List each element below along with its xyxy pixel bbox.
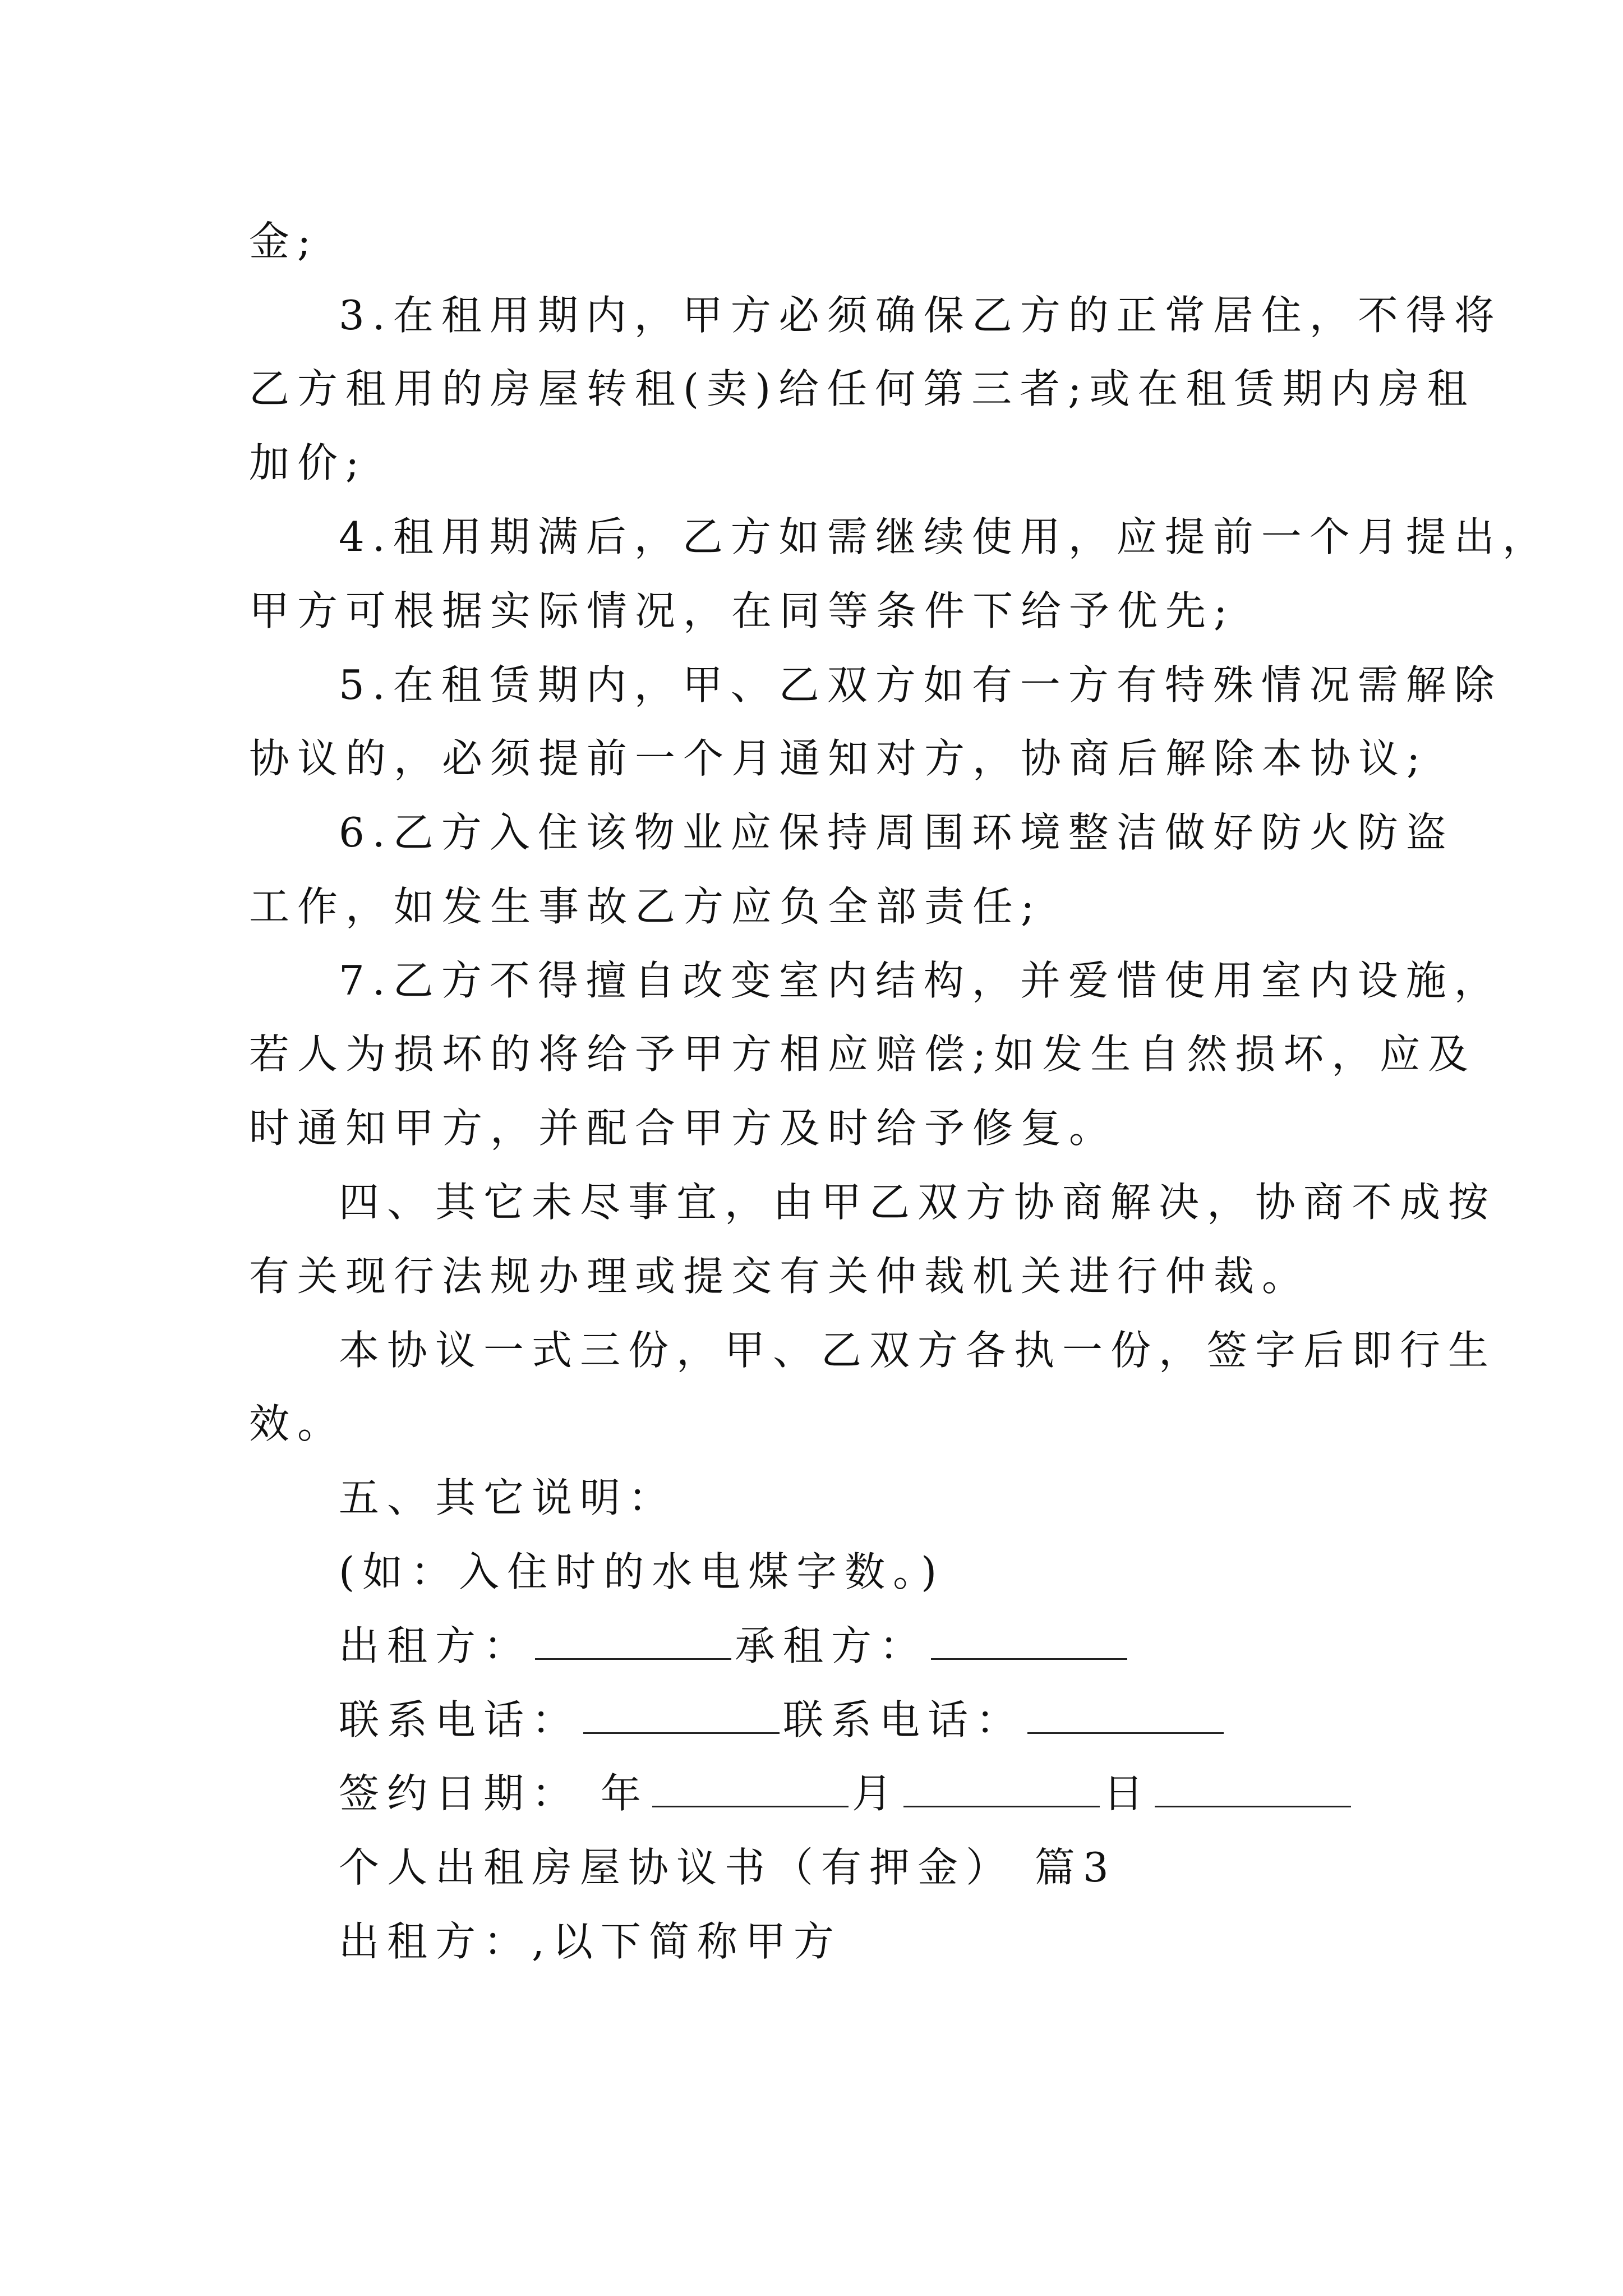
next-section-title: 个人出租房屋协议书（有押金） 篇3 (339, 1844, 1117, 1891)
signature-row-parties (339, 1618, 1131, 1674)
text-line: 若人为损坏的将给予甲方相应赔偿;如发生自然损坏，应及 (249, 1030, 1477, 1078)
lessee-label: 承租方： (735, 1622, 928, 1669)
day-label: 日 (1103, 1770, 1151, 1817)
date-label: 签约日期： (339, 1770, 580, 1817)
text-line: 7.乙方不得擅自改变室内结构，并爱惜使用室内设施， (339, 957, 1502, 1004)
phone-label: 联系电话： (339, 1696, 580, 1743)
year-label: 年 (600, 1770, 649, 1817)
text-line: 四、其它未尽事宜，由甲乙双方协商解决，协商不成按 (339, 1179, 1497, 1226)
lessor-label: 出租方： (339, 1622, 532, 1669)
signature-row-phones (339, 1692, 1227, 1748)
month-blank (903, 1770, 1100, 1807)
phone-label: 联系电话： (783, 1696, 1025, 1743)
text-line: 6.乙方入住该物业应保持周围环境整洁做好防火防盗 (339, 809, 1454, 856)
text-line: 有关现行法规办理或提交有关仲裁机关进行仲裁。 (249, 1253, 1311, 1300)
text-line: 加价; (249, 439, 367, 486)
text-line: 3.在租用期内，甲方必须确保乙方的正常居住，不得将 (339, 292, 1502, 339)
text-line: 工作，如发生事故乙方应负全部责任; (249, 883, 1043, 930)
month-label: 月 (851, 1770, 900, 1817)
phone-blank (583, 1696, 780, 1734)
text-line: 本协议一式三份，甲、乙双方各执一份，签字后即行生 (339, 1327, 1497, 1374)
text-line: 乙方租用的房屋转租(卖)给任何第三者;或在租赁期内房租 (249, 365, 1476, 412)
text-line: 出租方：,以下简称甲方 (339, 1918, 842, 1965)
text-line: 金; (249, 218, 319, 265)
signature-row-date (339, 1765, 1354, 1821)
text-line: 甲方可根据实际情况，在同等条件下给予优先; (249, 587, 1235, 634)
text-line: 时通知甲方，并配合甲方及时给予修复。 (249, 1105, 1118, 1152)
text-line: 效。 (249, 1400, 346, 1447)
day-blank (1155, 1770, 1351, 1807)
text-line: (如：入住时的水电煤字数。) (339, 1548, 945, 1595)
text-line: 5.在租赁期内，甲、乙双方如有一方有特殊情况需解除 (339, 661, 1502, 708)
text-line: 4.租用期满后，乙方如需继续使用，应提前一个月提出， (339, 513, 1551, 560)
lessor-blank (535, 1622, 731, 1660)
section-heading: 五、其它说明： (339, 1474, 677, 1521)
phone-blank (1027, 1696, 1224, 1734)
lessee-blank (931, 1622, 1127, 1660)
year-blank (652, 1770, 849, 1807)
text-line: 协议的，必须提前一个月通知对方，协商后解除本协议; (249, 735, 1428, 782)
